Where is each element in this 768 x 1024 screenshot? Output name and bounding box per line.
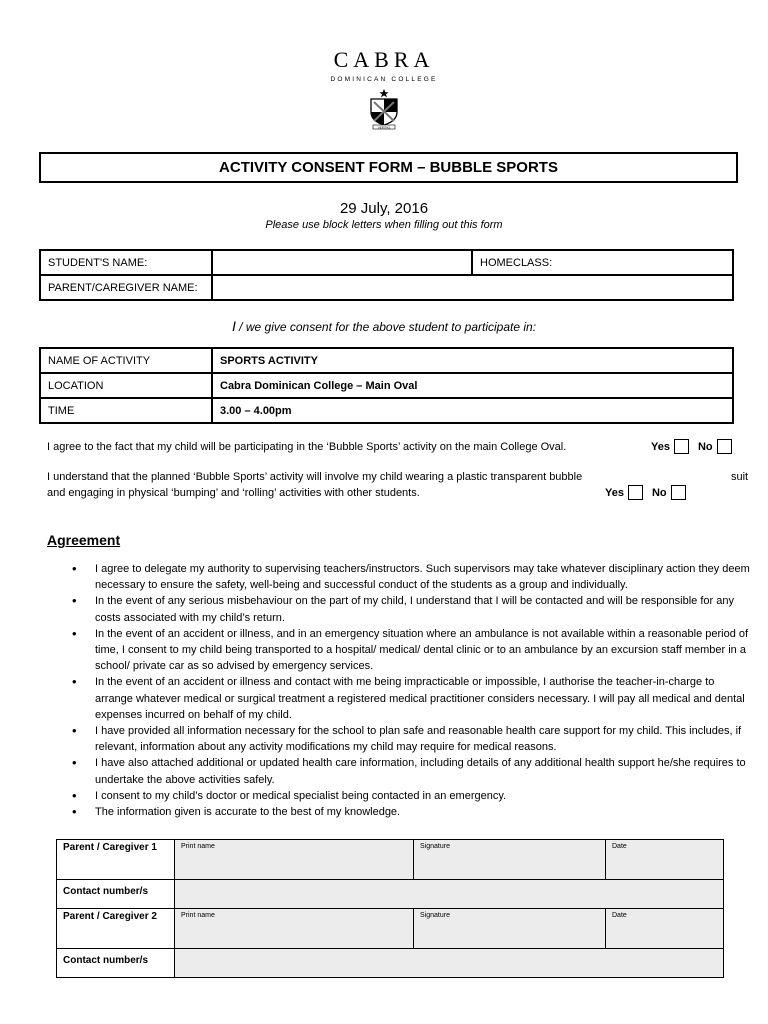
q2-no-label: No [651, 486, 667, 499]
student-details-table [39, 249, 734, 301]
agreement-item: • I consent to my child’s doctor or medical specialist being contacted in an emergency. [95, 788, 755, 804]
parent-name-label: PARENT/CAREGIVER NAME: [40, 275, 212, 300]
agreement-item: • In the event of any serious misbehaviour on the part of my child, I understand that I will be contacted and will be responsible for any costs associated with my child’s return. [95, 593, 755, 625]
signature-caption: Signature [420, 912, 450, 919]
parent-1-contact-field[interactable] [175, 880, 724, 909]
school-crest-icon [367, 88, 401, 130]
q2-yes-checkbox[interactable] [628, 485, 643, 500]
parent-2-print-name-field[interactable] [175, 909, 414, 949]
agreement-item: • In the event of an accident or illness and contact with me being impracticable or impossible, I authorise the teacher-in-charge to arrange whatever medical or surgical treatment a registered medical practitioner considers necessary. I will pay all medical and dental expenses incurred on behalf of my child. [95, 674, 755, 723]
print-name-caption: Print name [181, 843, 215, 850]
question-2-line-2: and engaging in physical ‘bumping’ and ‘rolling’ activities with other students. [47, 487, 420, 499]
school-name: CABRA [333, 47, 435, 72]
parent-2-label: Parent / Caregiver 2 [57, 909, 175, 949]
homeclass-label: HOMECLASS: [480, 256, 553, 269]
activity-table [39, 347, 734, 424]
parent-signature-table [56, 839, 724, 978]
parent-2-contact-label: Contact number/s [57, 949, 175, 978]
parent-1-label: Parent / Caregiver 1 [57, 840, 175, 880]
form-date: 29 July, 2016 [339, 200, 429, 217]
q1-no-checkbox[interactable] [717, 439, 732, 454]
q2-yes-label: Yes [605, 486, 624, 499]
question-2-suit: suit [731, 471, 749, 483]
question-1-options [651, 439, 732, 454]
school-logo [0, 48, 768, 130]
homeclass-field[interactable] [472, 250, 733, 275]
q1-no-label: No [697, 440, 713, 453]
activity-row-location [40, 373, 733, 398]
location-value: Cabra Dominican College – Main Oval [212, 373, 733, 398]
agreement-item: • I have provided all information necessary for the school to plan safe and reasonable health care support for my child. This includes, if relevant, information about any activity modifications my child may require for medical reasons. [95, 723, 755, 755]
agreement-heading: Agreement [47, 532, 121, 548]
parent-name-field[interactable] [212, 275, 733, 300]
parent-1-signature-field[interactable] [414, 840, 606, 880]
parent-2-signature-field[interactable] [414, 909, 606, 949]
date-caption: Date [612, 843, 627, 850]
consent-pronoun: I [231, 318, 236, 334]
consent-intro [0, 318, 768, 334]
agreement-item: • I have also attached additional or updated health care information, including details of any additional health support he/she requires to undertake the above activities safely. [95, 755, 755, 787]
question-2-options [605, 485, 686, 500]
activity-label: NAME OF ACTIVITY [40, 348, 212, 373]
student-name-label: STUDENT'S NAME: [40, 250, 212, 275]
q1-yes-label: Yes [651, 440, 670, 453]
agreement-item: • In the event of an accident or illness, and in an emergency situation where an ambulance is not available within a reasonable period of time, I consent to my child being transported to a hospital/ medical/ dental clinic or to an ambulance by an excursion staff member in a school/ private car as so advised by emergency services. [95, 626, 755, 675]
q2-no-checkbox[interactable] [671, 485, 686, 500]
agreement-list [95, 561, 755, 820]
print-name-caption: Print name [181, 912, 215, 919]
parent-1-print-name-field[interactable] [175, 840, 414, 880]
agreement-item: • The information given is accurate to the best of my knowledge. [95, 804, 755, 820]
activity-row-name [40, 348, 733, 373]
form-instruction: Please use block letters when filling out this form [265, 219, 503, 231]
crest-motto: VERITAS [377, 125, 391, 130]
agreement-item: • I agree to delegate my authority to supervising teachers/instructors. Such supervisors may take whatever disciplinary action they deem necessary to ensure the safety, well-being and successful conduct of the students as a group and individually. [95, 561, 755, 593]
location-label: LOCATION [40, 373, 212, 398]
question-2-line-1: I understand that the planned ‘Bubble Sports’ activity will involve my child wearing a plastic transparent bubble [47, 471, 583, 483]
q1-yes-checkbox[interactable] [674, 439, 689, 454]
school-subtitle: DOMINICAN COLLEGE [330, 76, 438, 83]
parent-1-date-field[interactable] [606, 840, 724, 880]
date-caption: Date [612, 912, 627, 919]
parent-2-contact-field[interactable] [175, 949, 724, 978]
question-1-text: I agree to the fact that my child will be participating in the ‘Bubble Sports’ activity on the main College Oval. [47, 441, 567, 453]
activity-row-time [40, 398, 733, 423]
consent-intro-text: / we give consent for the above student to participate in: [235, 320, 537, 334]
form-title: ACTIVITY CONSENT FORM – BUBBLE SPORTS [39, 152, 738, 183]
parent-1-contact-label: Contact number/s [57, 880, 175, 909]
time-label: TIME [40, 398, 212, 423]
student-name-field[interactable] [212, 250, 472, 275]
time-value: 3.00 – 4.00pm [212, 398, 733, 423]
activity-value: SPORTS ACTIVITY [212, 348, 733, 373]
parent-2-date-field[interactable] [606, 909, 724, 949]
signature-caption: Signature [420, 843, 450, 850]
